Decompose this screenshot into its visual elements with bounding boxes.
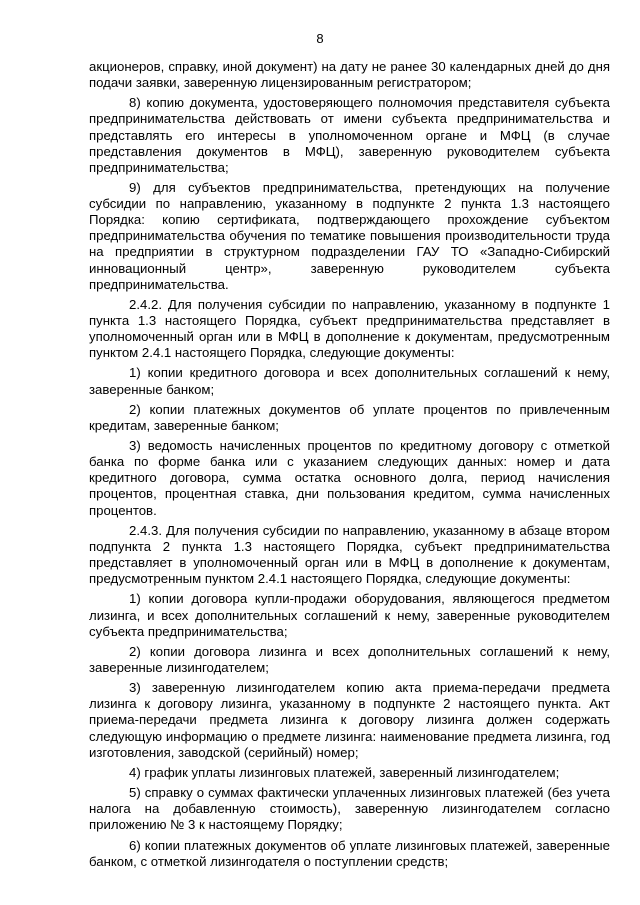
paragraph-2-4-3-item-3: 3) заверенную лизингодателем копию акта приема-передачи предмета лизинга к договору лизинга, указанному в подпункте 2 настоящего пункта. Акт приема-передачи предмета лизинга к договору лизинга должен содержать следующую информацию о предмете лизинга: наименование предмета лизинга, год изготовления, заводской (серийный) номер; (89, 680, 610, 760)
paragraph-2-4-2-item-2: 2) копии платежных документов об уплате процентов по привлеченным кредитам, заверенные банком; (89, 401, 610, 433)
paragraph-2-4-3: 2.4.3. Для получения субсидии по направлению, указанному в абзаце втором подпункта 2 пункта 1.3 настоящего Порядка, субъект предпринимательства представляет в уполномоченный орган или в МФЦ в дополнение к документам, предусмотренным пунктом 2.4.1 настоящего Порядка, следующие документы: (89, 522, 610, 587)
paragraph-2-4-2: 2.4.2. Для получения субсидии по направлению, указанному в подпункте 1 пункта 1.3 настоящего Порядка, субъект предпринимательства представляет в уполномоченный орган или в МФЦ в дополнение к документам, предусмотренным пунктом 2.4.1 настоящего Порядка, следующие документы: (89, 296, 610, 361)
paragraph-continuation: акционеров, справку, иной документ) на дату не ранее 30 календарных дней до дня подачи заявки, заверенную лицензированным регистратором; (89, 59, 610, 91)
paragraph-2-4-3-item-1: 1) копии договора купли-продажи оборудования, являющегося предметом лизинга, и всех дополнительных соглашений к нему, заверенные руководителем субъекта предпринимательства; (89, 591, 610, 639)
document-body (89, 59, 610, 874)
paragraph-2-4-3-item-2: 2) копии договора лизинга и всех дополнительных соглашений к нему, заверенные лизингодателем; (89, 643, 610, 675)
paragraph-2-4-3-item-4: 4) график уплаты лизинговых платежей, заверенный лизингодателем; (129, 764, 560, 780)
page-number: 8 (316, 31, 324, 46)
paragraph-item-8: 8) копию документа, удостоверяющего полномочия представителя субъекта предпринимательства действовать от имени субъекта предпринимательства и представлять его интересы в уполномоченном органе и МФЦ (в случае представления документов в МФЦ), заверенную руководителем субъекта предпринимательства; (89, 95, 610, 175)
paragraph-2-4-2-item-1: 1) копии кредитного договора и всех дополнительных соглашений к нему, заверенные банком; (89, 365, 610, 397)
paragraph-item-9: 9) для субъектов предпринимательства, претендующих на получение субсидии по направлению, указанному в подпункте 2 пункта 1.3 настоящего Порядка: копию сертификата, подтверждающего прохождение субъектом предпринимательства обучения по тематике повышения производительности труда на предприятии в структурном подразделении ГАУ ТО «Западно-Сибирский инновационный центр», заверенную руководителем субъекта предпринимательства. (89, 180, 610, 292)
paragraph-2-4-3-item-5: 5) справку о суммах фактически уплаченных лизинговых платежей (без учета налога на добавленную стоимость), заверенную лизингодателем согласно приложению № 3 к настоящему Порядку; (89, 785, 610, 833)
paragraph-2-4-2-item-3: 3) ведомость начисленных процентов по кредитному договору с отметкой банка по форме банка или с указанием следующих данных: номер и дата кредитного договора, сумма остатка основного долга, период начисления процентов, процентная ставка, дни пользования кредитом, сумма начисленных процентов. (89, 438, 610, 518)
paragraph-2-4-3-item-6: 6) копии платежных документов об уплате лизинговых платежей, заверенные банком, с отметкой лизингодателя о поступлении средств; (89, 837, 610, 869)
